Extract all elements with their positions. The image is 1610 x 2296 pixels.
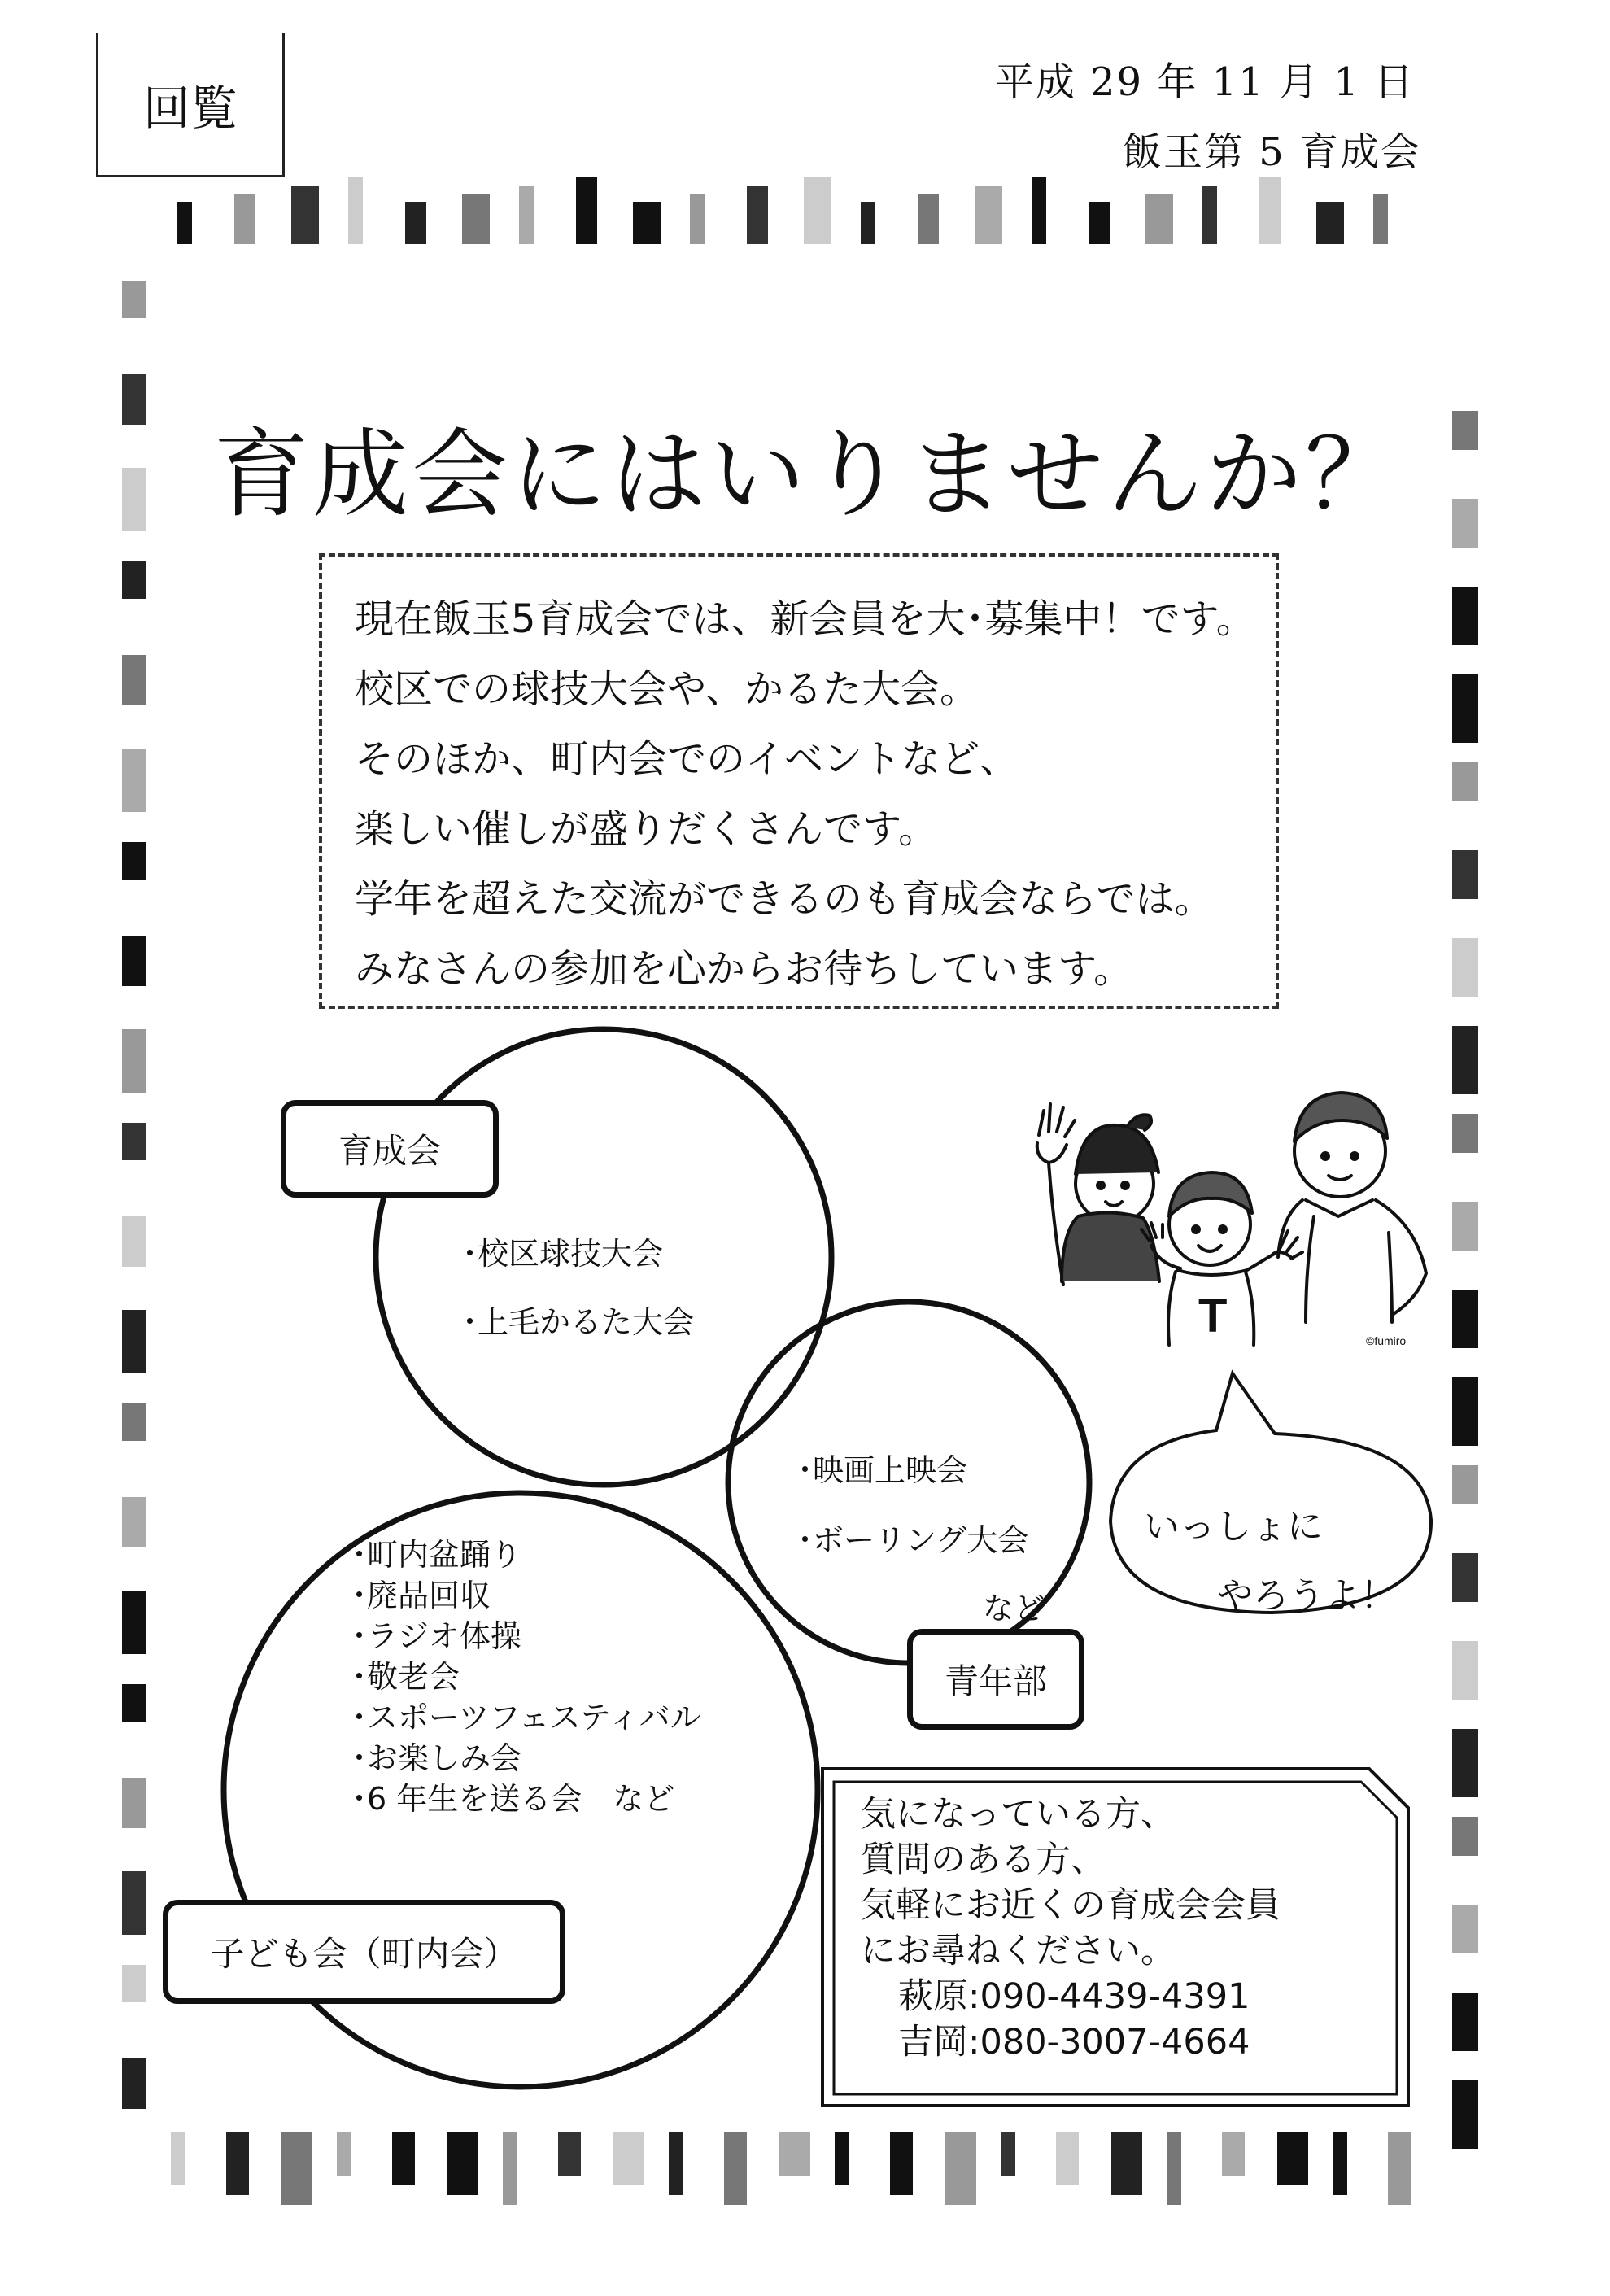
shirt-letter: T (1198, 1290, 1228, 1342)
page-title: 育成会にはいりませんか？ (213, 418, 1405, 530)
intro-line: 現在飯玉5育成会では、新会員を大･募集中！です。 (355, 596, 1255, 642)
intro-line: 校区での球技大会や、かるた大会。 (355, 666, 980, 712)
bubble-line-1: いっしょに (1144, 1506, 1323, 1547)
seinenbu-label: 青年部 (907, 1629, 1084, 1730)
contact-line: 質問のある方、 (861, 1840, 1106, 1880)
kodomokai-item: ･敬老会 (351, 1659, 460, 1695)
seinenbu-item: ･ボーリング大会 (797, 1522, 1029, 1558)
intro-line: 学年を超えた交流ができるのも育成会ならでは。 (355, 876, 1214, 922)
ikuseikai-item: ･校区球技大会 (462, 1236, 664, 1272)
contact-line: 気になっている方、 (861, 1794, 1176, 1835)
issue-date: 平成 29 年 11 月 1 日 (994, 59, 1415, 105)
girl-raised-hand (1037, 1104, 1075, 1163)
circulate-label: 回覧 (96, 33, 285, 177)
organization-name: 飯玉第 5 育成会 (1122, 129, 1421, 175)
kodomokai-item: ･ラジオ体操 (351, 1618, 522, 1654)
contact-text (861, 1792, 1281, 2065)
illustration-credit: ©fumiro (1366, 1334, 1407, 1347)
intro-line: そのほか、町内会でのイベントなど、 (355, 736, 1019, 782)
kodomokai-item: ･お楽しみ会 (351, 1740, 522, 1776)
contact-phone: 吉岡:080-3007-4664 (898, 2022, 1250, 2062)
bubble-line-2: やろうよ！ (1217, 1575, 1396, 1617)
kodomokai-item: ･スポーツフェスティバル (351, 1700, 701, 1735)
kodomokai-item: ･町内盆踊り (351, 1537, 522, 1573)
ikuseikai-label: 育成会 (281, 1100, 499, 1198)
kodomokai-item: ･6 年生を送る会 など (351, 1781, 675, 1817)
contact-phone: 萩原:090-4439-4391 (898, 1976, 1250, 2017)
ikuseikai-item: ･上毛かるた大会 (462, 1304, 695, 1340)
kodomokai-item: ･廃品回収 (351, 1578, 491, 1613)
intro-line: みなさんの参加を心からお待ちしています。 (355, 946, 1133, 992)
intro-line: 楽しい催しが盛りだくさんです。 (355, 806, 938, 852)
contact-line: にお尋ねください。 (861, 1931, 1176, 1971)
kodomokai-label: 子ども会（町内会） (163, 1900, 565, 2004)
seinenbu-etc: など (983, 1591, 1045, 1626)
contact-line: 気軽にお近くの育成会会員 (861, 1885, 1281, 1926)
seinenbu-item: ･映画上映会 (797, 1452, 968, 1488)
children-illustration (1029, 1078, 1444, 1359)
